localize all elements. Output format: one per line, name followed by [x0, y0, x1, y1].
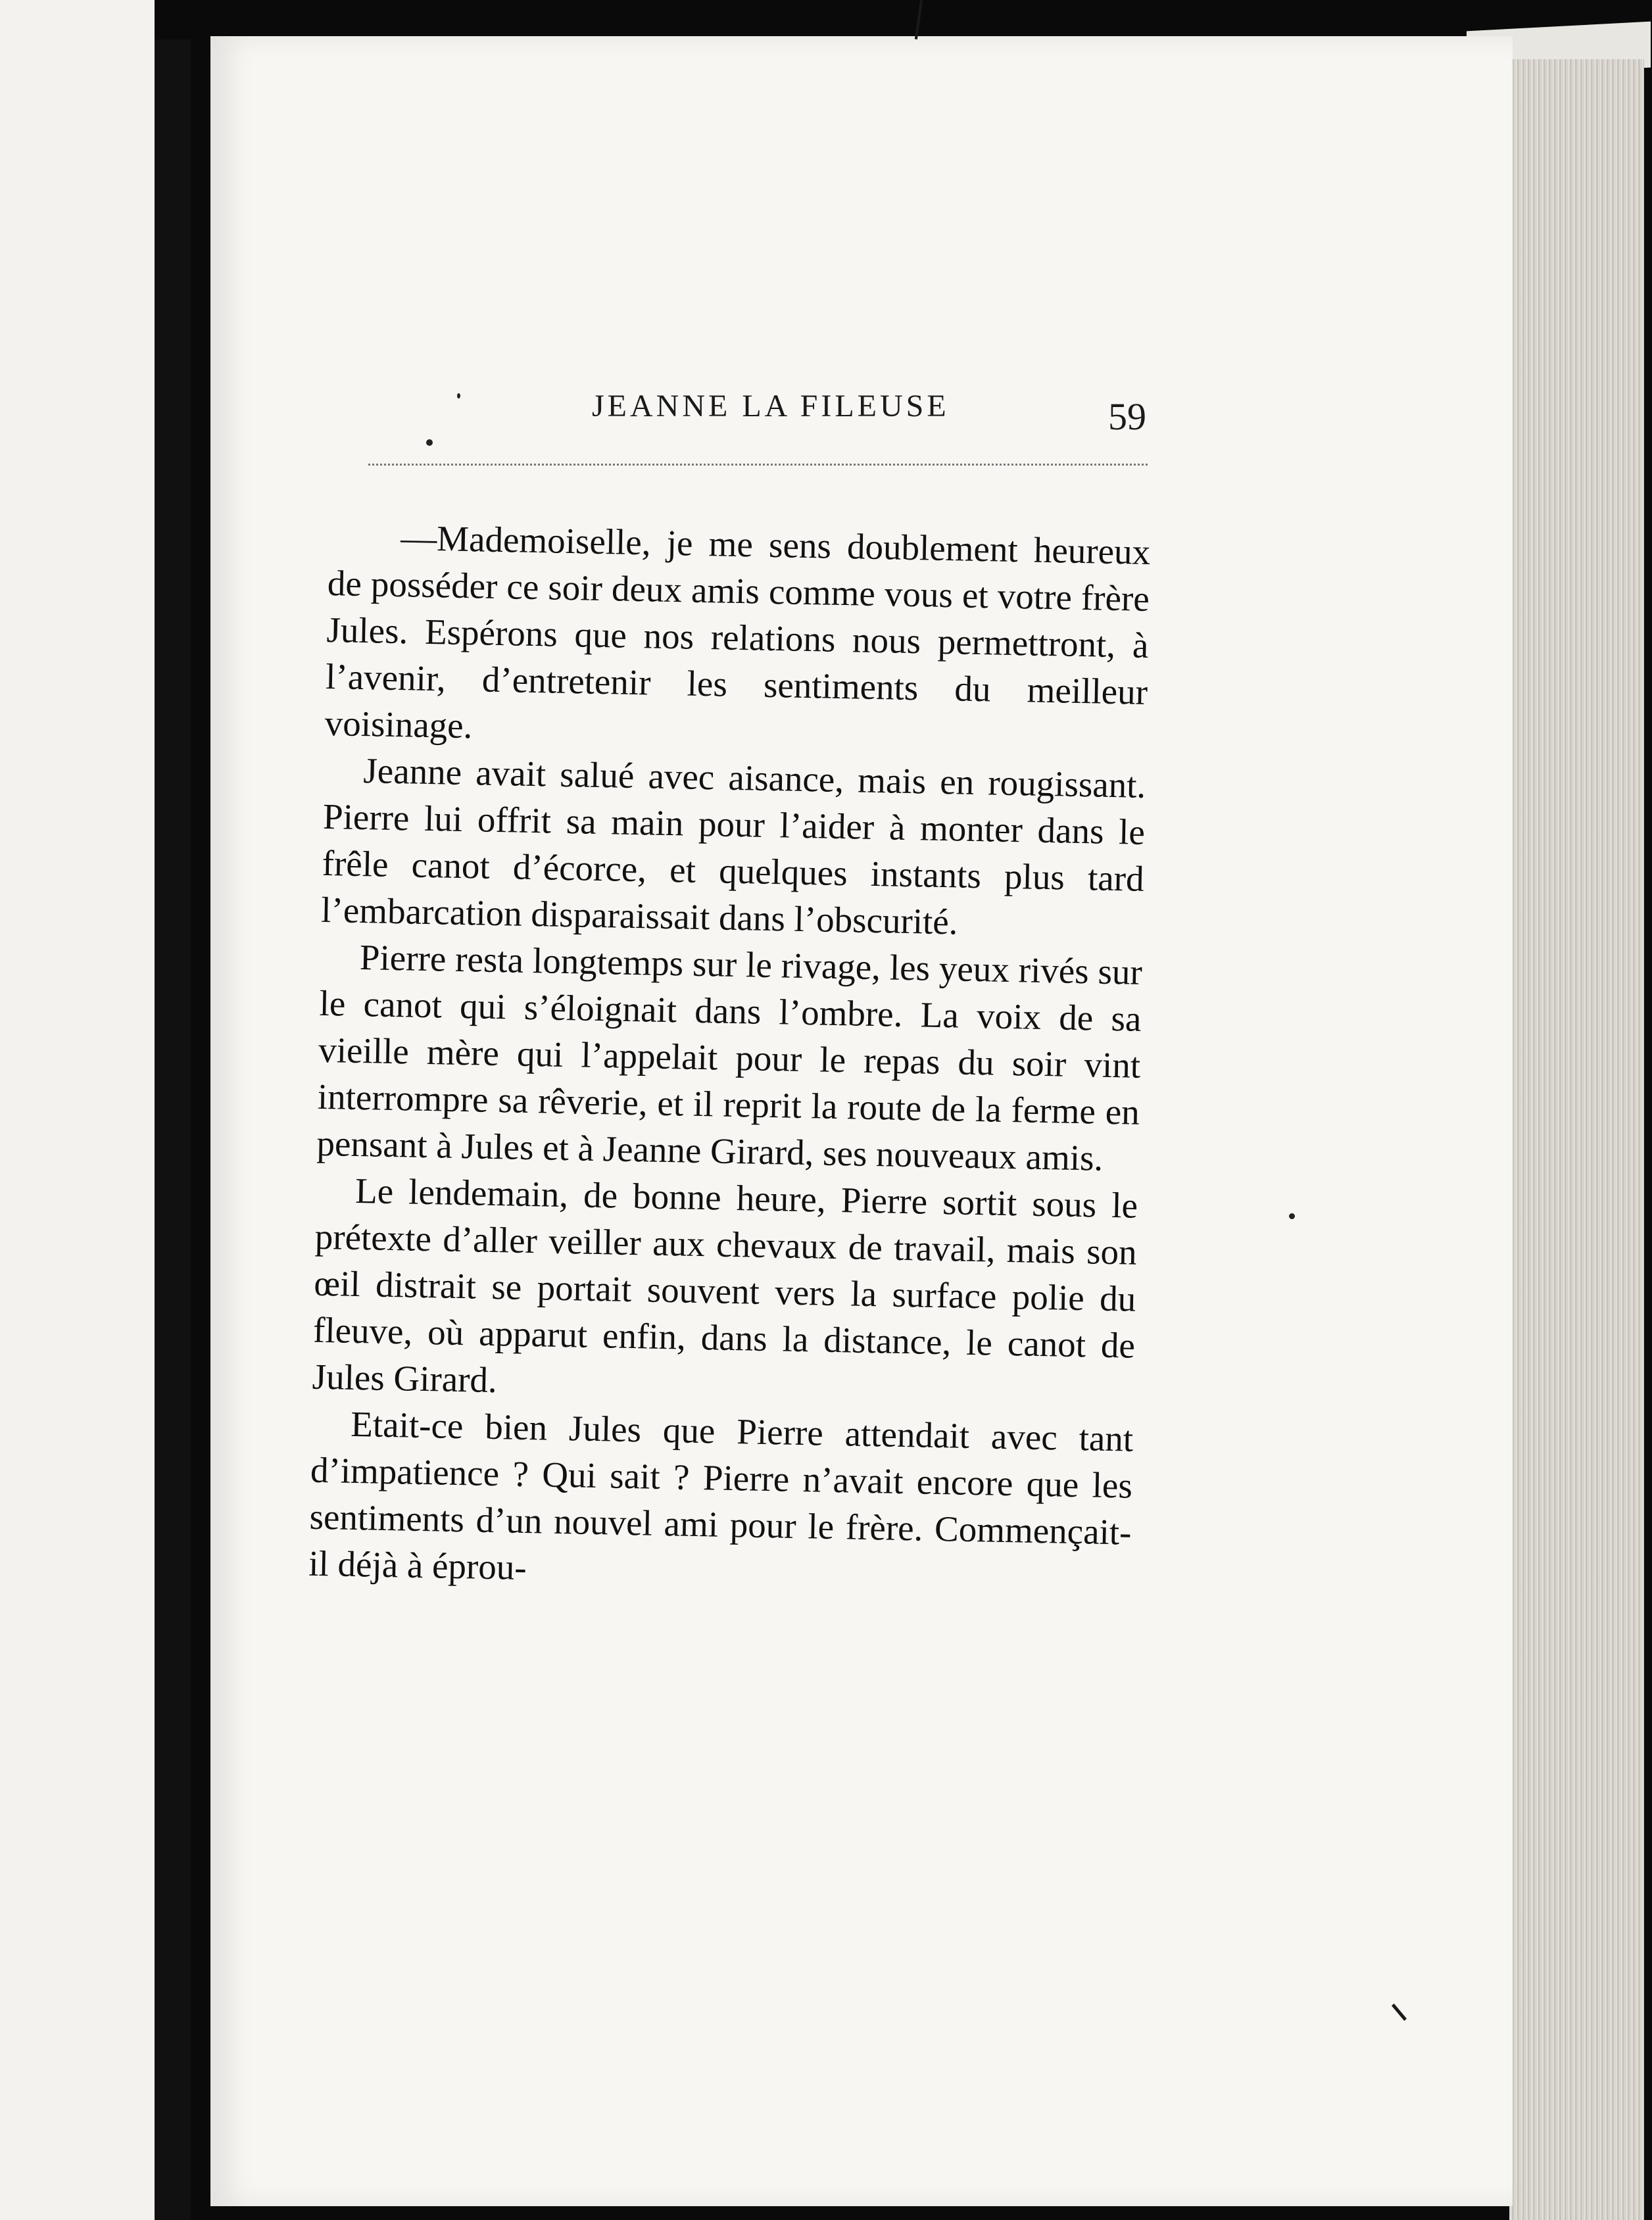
- dust-speck: [426, 439, 433, 446]
- paragraph-3: Pierre resta longtemps sur le rivage, les yeux rivés sur le canot qui s’éloignait dans l’ombre. La voix de sa vieille mère qui l’appelait pour le repas du soir vint interrompre sa rêverie, et il reprit la route de la ferme en pensant à Jules et à Jeanne Girard, ses nouveaux amis.: [316, 937, 1143, 1178]
- header-rule: [368, 464, 1148, 466]
- body-text: [308, 513, 1151, 1603]
- scan-scratch: [915, 0, 923, 39]
- paragraph-4: Le lendemain, de bonne heure, Pierre sortit sous le prétexte d’aller veiller aux chevaux de travail, mais son œil distrait se portait souvent vers la surface polie du fleuve, où apparut enfin, dans la distance, le canot de Jules Girard.: [312, 1170, 1138, 1401]
- page-stack-edge: [1509, 59, 1644, 2220]
- running-head: JEANNE LA FILEUSE: [592, 389, 950, 423]
- paragraph-5: Etait-ce bien Jules que Pierre attendait avec tant d’impatience ? Qui sait ? Pierre n’avait encore que les sentiments d’un nouvel ami pour le frère. Commençait-il déjà à éprou-: [308, 1403, 1134, 1588]
- paragraph-1: —Mademoiselle, je me sens doublement heureux de posséder ce soir deux amis comme vous et votre frère Jules. Espérons que nos relations nous permettront, à l’avenir, d’entretenir les sentiments du meilleur voisinage.: [324, 518, 1151, 746]
- book-gutter: [155, 39, 191, 2220]
- paragraph-2: Jeanne avait salué avec aisance, mais en rougissant. Pierre lui offrit sa main pour l’aider à monter dans le frêle canot d’écorce, et quelques instants plus tard l’embarcation disparaissait dans l’obscurité.: [320, 750, 1146, 942]
- dust-speck: [1289, 1213, 1295, 1219]
- dust-speck: [457, 393, 460, 398]
- page-number: 59: [1108, 395, 1146, 438]
- left-page-edge: [0, 0, 155, 2220]
